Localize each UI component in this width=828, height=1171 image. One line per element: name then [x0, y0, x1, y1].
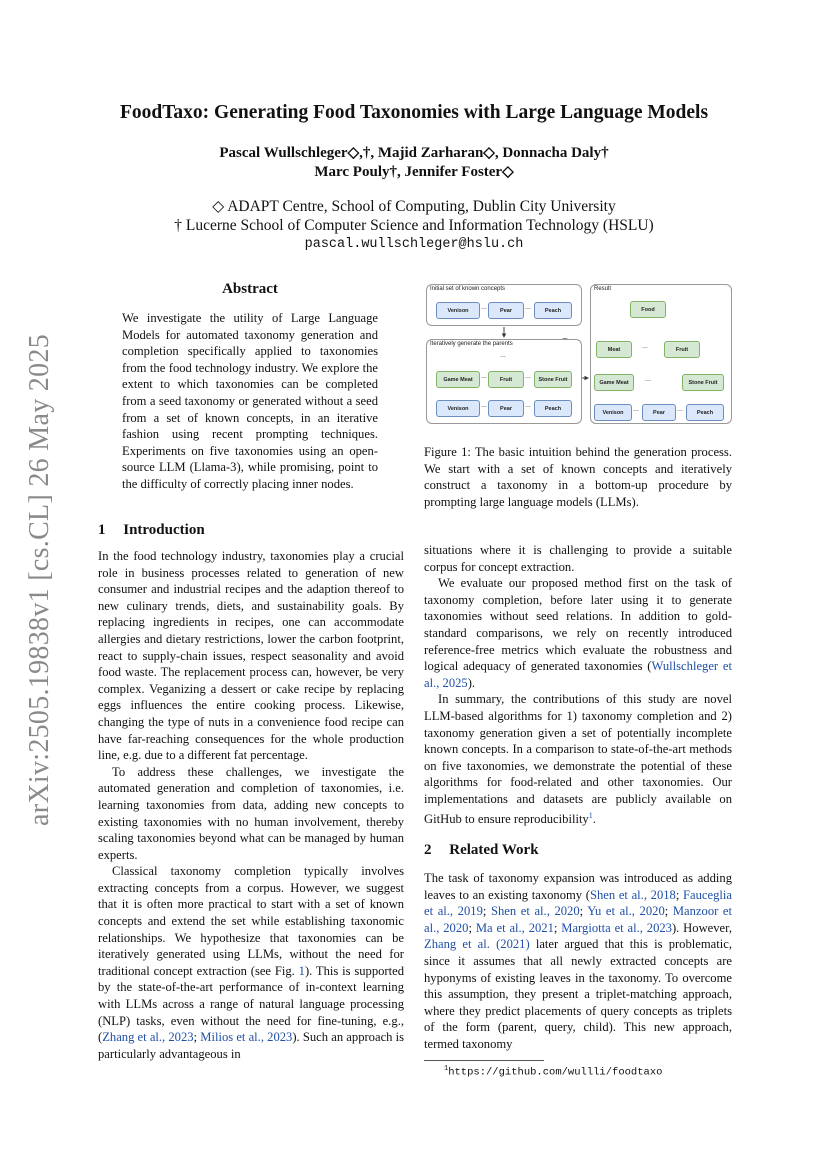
- arxiv-stamp: arXiv:2505.19838v1 [cs.CL] 26 May 2025: [24, 333, 55, 826]
- affiliations: [60, 197, 768, 254]
- ellipsis: ...: [677, 406, 683, 413]
- text-run: ;: [579, 904, 588, 919]
- citation-link[interactable]: Shen et al., 2018: [589, 887, 676, 902]
- ellipsis: ...: [525, 304, 531, 311]
- citation-link[interactable]: Ma et al., 2021: [475, 920, 554, 935]
- section-title: Related Work: [449, 842, 539, 858]
- intro-right-column: [424, 542, 732, 827]
- paragraph: [98, 863, 404, 1062]
- node-peach: Peach: [534, 400, 572, 417]
- authors-line-1: Pascal Wullschleger◇,†, Majid Zarharan◇, Donnacha Daly†: [219, 145, 609, 161]
- node-fruit: Fruit: [488, 371, 524, 388]
- ellipsis: ...: [645, 376, 651, 383]
- figure-caption: Figure 1: The basic intuition behind the generation process. We start with a set of known concepts and iteratively construct a taxonomy in a bottom-up procedure by prompting large language models (LLMs).: [424, 445, 732, 509]
- node-peach: Peach: [686, 404, 724, 421]
- intro-left-column: [98, 548, 404, 1062]
- footnote-rule: [424, 1060, 544, 1061]
- footnote-number: 1: [444, 1065, 449, 1073]
- citation-link[interactable]: Yu et al., 2020: [587, 904, 665, 919]
- text-run: ). However,: [671, 920, 732, 935]
- affiliation-2: † Lucerne School of Computer Science and Information Technology (HSLU): [174, 217, 654, 234]
- section-2-heading: [424, 842, 539, 859]
- ellipsis: ...: [642, 343, 648, 350]
- text-run: ).: [467, 675, 476, 690]
- panel-label: Iteratively generate the parents: [430, 341, 513, 347]
- citation-link[interactable]: Zhang et al. (2021): [424, 937, 530, 952]
- text-run: We evaluate our proposed method first on the task of taxonomy completion, before later using it to generate taxonomies without seed relations. In addition to gold-standard comparisons, we rely on recently introduced reference-free metrics which evaluate the robustness and logical adequacy of generated taxonomies (: [424, 576, 732, 674]
- node-game-meat: Game Meat: [436, 371, 480, 388]
- panel-label: Initial set of known concepts: [430, 286, 506, 292]
- authors-line-2: Marc Pouly†, Jennifer Foster◇: [314, 164, 514, 180]
- text-run: ;: [553, 920, 562, 935]
- text-run: ). This is supported by the state-of-the-art performance of in-context learning with LLMs across a range of natural language processing (NLP) tasks, even without the need for fine-tuning, e.g., (: [98, 963, 404, 1045]
- section-number: 1: [98, 522, 106, 538]
- node-venison: Venison: [436, 400, 480, 417]
- footnote-url-link[interactable]: https://github.com/wullli/foodtaxo: [448, 1066, 663, 1079]
- ellipsis: ...: [481, 402, 487, 409]
- section-number: 2: [424, 842, 432, 858]
- paragraph: [424, 870, 732, 1053]
- text-run: ;: [468, 920, 476, 935]
- paragraph: To address these challenges, we investigate the automated generation and completion of taxonomies, i.e. learning taxonomies from data, adding new concepts to existing taxonomies with no human involvement, thereby scaling taxonomies beyond what can be managed by human experts.: [98, 764, 404, 862]
- text-run: Classical taxonomy completion typically involves extracting concepts from a corpus. However, we suggest that it is often more practical to start with a set of known concepts and extend the set while establishing taxonomic relationships. We hypothesize that taxonomies can be iteratively generated using LLMs, without the need for traditional concept extraction (see Fig.: [98, 864, 404, 978]
- node-game-meat: Game Meat: [594, 374, 634, 391]
- node-venison: Venison: [594, 404, 632, 421]
- citation-link[interactable]: Shen et al., 2020: [490, 904, 580, 919]
- abstract-text: We investigate the utility of Large Language Models for automated taxonomy generation and completion specifically applied to taxonomies from the food technology industry. We explore the extent to which taxonomies can be completed from a seed taxonomy or generated without a seed from a set of known concepts, in an iterative fashion using recent prompting techniques. Experiments on five taxonomies using an open-source LLM (Llama-3), while promising, point to the difficulty of correctly placing inner nodes.: [122, 311, 378, 491]
- text-run: The task of taxonomy expansion was introduced as adding leaves to an existing taxonomy (: [424, 871, 732, 902]
- paragraph: [424, 575, 732, 691]
- figure-1: [424, 282, 734, 432]
- node-food: Food: [630, 301, 666, 318]
- node-peach: Peach: [534, 302, 572, 319]
- footnote-mark-link[interactable]: 1: [588, 810, 593, 820]
- node-pear: Pear: [488, 302, 524, 319]
- node-venison: Venison: [436, 302, 480, 319]
- citation-link[interactable]: Fauceglia et al., 2019: [424, 887, 732, 919]
- text-run: ;: [482, 904, 491, 919]
- node-stone-fruit: Stone Fruit: [682, 374, 724, 391]
- panel-label: Result: [594, 286, 612, 292]
- affiliation-1: ◇ ADAPT Centre, School of Computing, Dublin City University: [212, 198, 616, 215]
- text-run: .: [592, 811, 596, 826]
- paragraph: In the food technology industry, taxonomies play a crucial role in business processes related to generation of new consumer and industrial recipes and the adaption thereof to new culinary trends, diets, and sustainability goals. By replacing ingredients in recipes, one can accommodate allergies and dietary restrictions, lower the carbon footprint, react to supply-chain issues, respect seasonality and avoid food waste. The replacement process can, however, be very complex. Veganizing a dessert or cake recipe by replacing eggs influences the entire cooking process. Likewise, changing the type of nuts in a convenience food recipe can have far-reaching consequences for the whole production line, e.g. due to a different fat percentage.: [98, 549, 404, 763]
- paragraph: [424, 691, 732, 827]
- text-run: ;: [675, 887, 684, 902]
- ellipsis: ...: [525, 373, 531, 380]
- ellipsis: ...: [633, 406, 639, 413]
- figure-ref-link[interactable]: 1: [298, 963, 305, 978]
- paper-title: FoodTaxo: Generating Food Taxonomies with Large Language Models: [119, 102, 709, 123]
- text-run: In summary, the contributions of this study are novel LLM-based algorithms for 1) taxonomy completion and 2) taxonomy generation given a set of potentially incomplete known concepts. In a comparison to state-of-the-art methods on five taxonomies, we demonstrate the potential of these algorithms for food-related and other taxonomies. Our implementations and datasets are publicly available on GitHub to ensure reproducibility: [424, 692, 732, 826]
- ellipsis: ...: [481, 373, 487, 380]
- ellipsis: ...: [481, 304, 487, 311]
- related-work-column: [424, 870, 732, 1053]
- abstract-heading: Abstract: [222, 281, 278, 297]
- ellipsis: ...: [500, 352, 506, 359]
- email-link[interactable]: pascal.wullschleger@hslu.ch: [304, 237, 524, 252]
- citation-link[interactable]: Wullschleger et al., 2025: [424, 659, 733, 690]
- section-1-heading: [98, 522, 205, 539]
- node-meat: Meat: [596, 341, 632, 358]
- footnote: [444, 1065, 662, 1079]
- text-run: ;: [193, 1030, 201, 1045]
- citation-link[interactable]: Margiotta et al., 2023: [561, 920, 672, 935]
- paragraph: situations where it is challenging to provide a suitable corpus for concept extraction.: [424, 543, 732, 574]
- section-title: Introduction: [123, 522, 205, 538]
- citation-link[interactable]: Milios et al., 2023: [200, 1030, 293, 1045]
- citation-link[interactable]: Zhang et al., 2023: [102, 1030, 194, 1045]
- text-run: later argued that this is problematic, since it assumes that all newly extracted concepts are hyponyms of existing leaves in the taxonomy. To overcome this assumption, they present a triplet-matching approach, where they predict placements of query concepts as triplets of the form (parent, query, child). This new approach, termed taxonomy: [424, 937, 732, 1051]
- node-stone-fruit: Stone Fruit: [534, 371, 572, 388]
- ellipsis: ...: [525, 402, 531, 409]
- text-run: ). Such an approach is particularly advantageous in: [98, 1030, 405, 1061]
- node-fruit: Fruit: [664, 341, 700, 358]
- author-list: [60, 144, 768, 182]
- text-run: ;: [664, 904, 673, 919]
- node-pear: Pear: [488, 400, 524, 417]
- citation-link[interactable]: Manzoor et al., 2020: [424, 904, 733, 935]
- node-pear: Pear: [642, 404, 676, 421]
